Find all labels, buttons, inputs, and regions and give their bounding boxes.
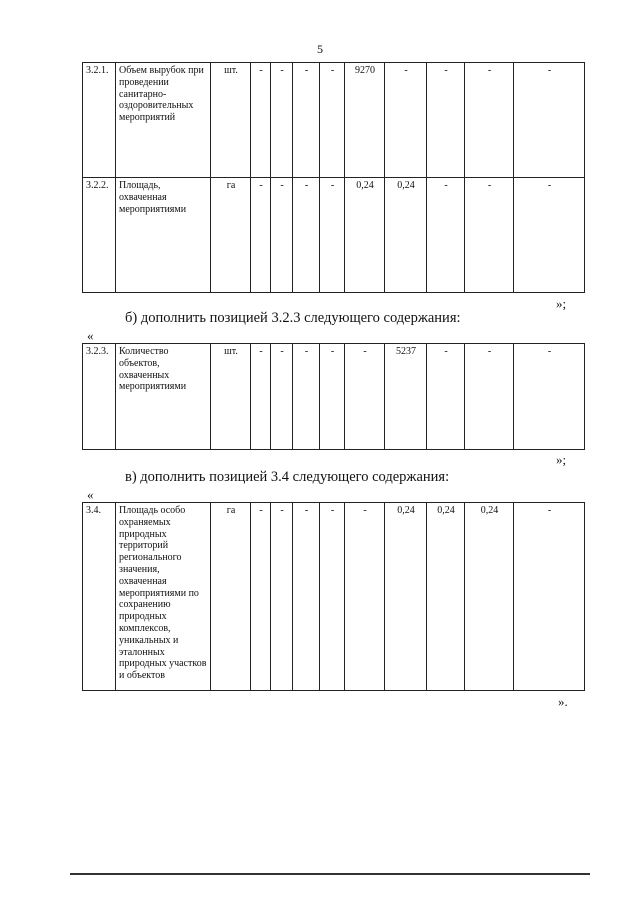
- value-cell: -: [427, 178, 465, 293]
- row-number: 3.4.: [83, 503, 116, 691]
- unit-cell: га: [211, 503, 251, 691]
- table-row: [83, 63, 585, 178]
- value-cell: -: [514, 344, 585, 450]
- indicator-table-3: [82, 502, 585, 691]
- indicator-table-1: [82, 62, 585, 293]
- value-cell: -: [465, 178, 514, 293]
- value-cell: -: [385, 63, 427, 178]
- opening-quote: «: [87, 328, 94, 343]
- value-cell: 0,24: [385, 503, 427, 691]
- value-cell: -: [465, 63, 514, 178]
- instruction-c: в) дополнить позицией 3.4 следующего содержания:: [125, 469, 450, 485]
- value-cell: -: [514, 503, 585, 691]
- closing-quote: »;: [556, 452, 567, 467]
- row-number: 3.2.3.: [83, 344, 116, 450]
- unit-cell: га: [211, 178, 251, 293]
- value-cell: -: [514, 178, 585, 293]
- value-cell: 0,24: [385, 178, 427, 293]
- table-row: [83, 503, 585, 691]
- value-cell: -: [427, 344, 465, 450]
- value-cell: -: [271, 63, 293, 178]
- value-cell: -: [465, 344, 514, 450]
- value-cell: 0,24: [465, 503, 514, 691]
- closing-quote: ».: [558, 694, 568, 709]
- unit-cell: шт.: [211, 63, 251, 178]
- row-number: 3.2.1.: [83, 63, 116, 178]
- page-number: 5: [317, 42, 323, 56]
- table-row: [83, 178, 585, 293]
- instruction-b: б) дополнить позицией 3.2.3 следующего содержания:: [125, 310, 461, 326]
- opening-quote: «: [87, 487, 94, 502]
- table-row: [83, 344, 585, 450]
- value-cell: -: [320, 503, 345, 691]
- value-cell: -: [271, 178, 293, 293]
- indicator-name: Площадь особо охраняемых природных территорий регионального значения, охваченная мероприятиями по сохранению природных комплексов, уникальных и эталонных природных участков и объектов: [116, 503, 211, 691]
- value-cell: -: [293, 344, 320, 450]
- value-cell: -: [293, 503, 320, 691]
- value-cell: -: [320, 178, 345, 293]
- value-cell: -: [251, 63, 271, 178]
- closing-quote: »;: [556, 296, 567, 311]
- value-cell: -: [320, 344, 345, 450]
- value-cell: 0,24: [427, 503, 465, 691]
- value-cell: -: [293, 178, 320, 293]
- value-cell: -: [251, 344, 271, 450]
- value-cell: -: [345, 344, 385, 450]
- value-cell: 9270: [345, 63, 385, 178]
- value-cell: -: [345, 503, 385, 691]
- page-bottom-rule: [70, 873, 590, 875]
- value-cell: -: [251, 178, 271, 293]
- indicator-name: Площадь, охваченная мероприятиями: [116, 178, 211, 293]
- value-cell: -: [251, 503, 271, 691]
- value-cell: -: [514, 63, 585, 178]
- row-number: 3.2.2.: [83, 178, 116, 293]
- value-cell: -: [271, 344, 293, 450]
- value-cell: -: [320, 63, 345, 178]
- value-cell: 0,24: [345, 178, 385, 293]
- value-cell: -: [271, 503, 293, 691]
- value-cell: 5237: [385, 344, 427, 450]
- unit-cell: шт.: [211, 344, 251, 450]
- indicator-table-2: [82, 343, 585, 450]
- value-cell: -: [427, 63, 465, 178]
- indicator-name: Объем вырубок при проведении санитарно-оздоровительных мероприятий: [116, 63, 211, 178]
- value-cell: -: [293, 63, 320, 178]
- indicator-name: Количество объектов, охваченных мероприятиями: [116, 344, 211, 450]
